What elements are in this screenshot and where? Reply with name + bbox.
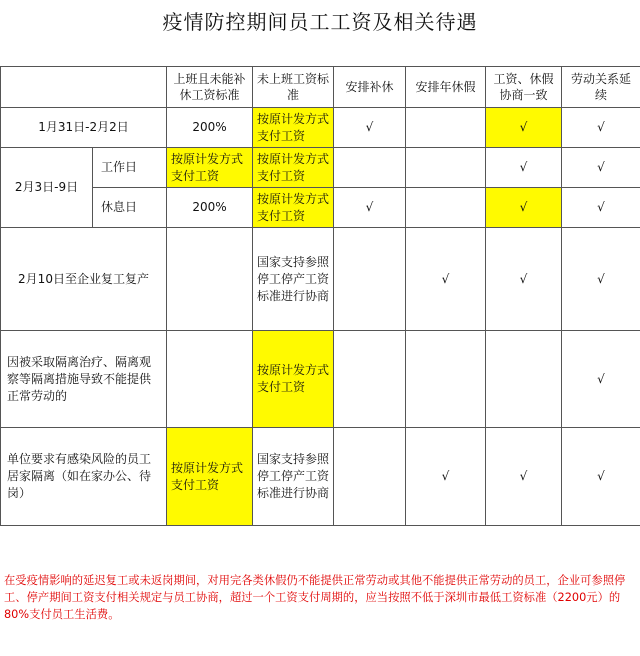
cell-annual	[406, 148, 486, 188]
row-sublabel: 工作日	[93, 148, 167, 188]
cell-makeup	[334, 228, 406, 331]
page-title: 疫情防控期间员工工资及相关待遇	[162, 10, 478, 34]
row-label: 1月31日-2月2日	[1, 108, 167, 148]
cell-annual	[406, 188, 486, 228]
row-label: 2月10日至企业复工复产	[1, 228, 167, 331]
cell-makeup	[334, 428, 406, 526]
header-corner	[1, 67, 167, 108]
cell-continue: √	[562, 148, 640, 188]
cell-wage: 按原计发方式支付工资	[167, 428, 253, 526]
cell-annual	[406, 331, 486, 428]
cell-makeup	[334, 148, 406, 188]
table-header-row	[1, 67, 640, 108]
cell-unworked: 按原计发方式支付工资	[253, 148, 334, 188]
table-row	[1, 188, 640, 228]
cell-unworked: 国家支持参照停工停产工资标准进行协商	[253, 428, 334, 526]
cell-wage: 按原计发方式支付工资	[167, 148, 253, 188]
policy-table	[0, 66, 640, 526]
header-unworked-standard: 未上班工资标准	[253, 67, 334, 108]
table-row	[1, 108, 640, 148]
table-row	[1, 428, 640, 526]
footnote-text: 在受疫情影响的延迟复工或未返岗期间，对用完各类休假仍不能提供正常劳动或其他不能提供正常劳动的员工，企业可参照停工、停产期间工资支付相关规定与员工协商，超过一个工资支付周期的，应当按照不低于深圳市最低工资标准（2200元）的80%支付员工生活费。	[4, 574, 626, 621]
table-row	[1, 228, 640, 331]
cell-makeup: √	[334, 188, 406, 228]
cell-continue: √	[562, 331, 640, 428]
row-label: 单位要求有感染风险的员工居家隔离（如在家办公、待岗）	[1, 428, 167, 526]
cell-annual: √	[406, 228, 486, 331]
cell-agree: √	[486, 428, 562, 526]
cell-unworked: 按原计发方式支付工资	[253, 188, 334, 228]
cell-agree: √	[486, 148, 562, 188]
cell-agree	[486, 331, 562, 428]
header-labor-continues: 劳动关系延续	[562, 67, 640, 108]
cell-agree: √	[486, 188, 562, 228]
table-row	[1, 331, 640, 428]
header-annual-leave: 安排年休假	[406, 67, 486, 108]
cell-annual	[406, 108, 486, 148]
cell-wage: 200%	[167, 108, 253, 148]
row-label: 因被采取隔离治疗、隔离观察等隔离措施导致不能提供正常劳动的	[1, 331, 167, 428]
header-makeup-leave: 安排补休	[334, 67, 406, 108]
cell-makeup	[334, 331, 406, 428]
cell-continue: √	[562, 428, 640, 526]
cell-unworked: 国家支持参照停工停产工资标准进行协商	[253, 228, 334, 331]
cell-wage	[167, 331, 253, 428]
cell-unworked: 按原计发方式支付工资	[253, 108, 334, 148]
cell-continue: √	[562, 228, 640, 331]
cell-wage	[167, 228, 253, 331]
header-negotiated: 工资、休假协商一致	[486, 67, 562, 108]
table-row	[1, 148, 640, 188]
cell-continue: √	[562, 108, 640, 148]
header-wage-standard: 上班且未能补休工资标准	[167, 67, 253, 108]
cell-wage: 200%	[167, 188, 253, 228]
row-sublabel: 休息日	[93, 188, 167, 228]
cell-agree: √	[486, 228, 562, 331]
cell-continue: √	[562, 188, 640, 228]
cell-makeup: √	[334, 108, 406, 148]
cell-annual: √	[406, 428, 486, 526]
cell-unworked: 按原计发方式支付工资	[253, 331, 334, 428]
cell-agree: √	[486, 108, 562, 148]
row-group-label: 2月3日-9日	[1, 148, 93, 228]
